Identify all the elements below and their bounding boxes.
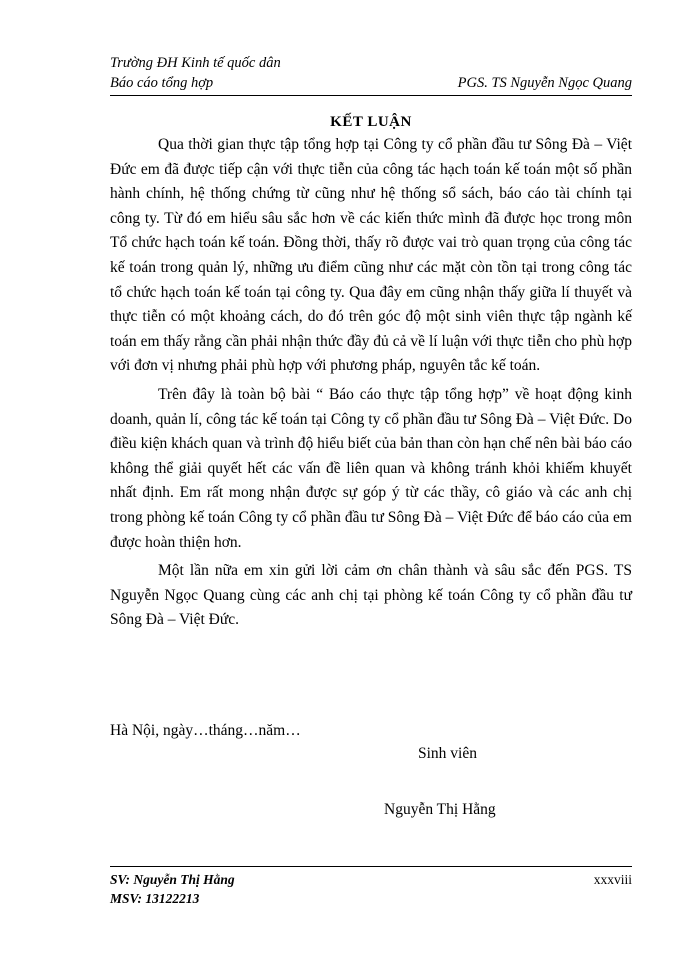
footer-divider (110, 866, 632, 867)
footer-student-name: SV: Nguyễn Thị Hằng (110, 872, 235, 887)
header-report-type: Báo cáo tổng hợp (110, 75, 214, 91)
page-header (110, 53, 632, 93)
section-title: KẾT LUẬN (330, 114, 412, 130)
paragraph: Qua thời gian thực tập tổng hợp tại Công ty cổ phần đầu tư Sông Đà – Việt Đức em đã được tiếp cận với thực tiễn của công tác hạch toán kế toán một số phần hành chính, hệ thống chứng từ cũng như hệ thống sổ sách, báo cáo tài chính tại công ty. Từ đó em hiểu sâu sắc hơn về các kiến thức mình đã được học trong môn Tổ chức hạch toán kế toán. Đồng thời, thấy rõ được vai trò quan trọng của công tác kế toán trong quản lý, những ưu điểm cũng như các mặt còn tồn tại trong công tác tổ chức hạch toán kế toán tại công ty. Qua đây em cũng nhận thấy giữa lí thuyết và thực tiễn có một khoảng cách, do đó trên góc độ một sinh viên thực tập ngành kế toán em thấy rằng cần phải nhận thức đầy đủ cả về lí luận với thực tiễn cho phù hợp với đơn vị nhưng phải phù hợp với phương pháp, nguyên tắc kế toán. (110, 136, 632, 375)
paragraph: Một lần nữa em xin gửi lời cảm ơn chân thành và sâu sắc đến PGS. TS Nguyễn Ngọc Quang cùng các anh chị tại phòng kế toán Công ty cổ phần đầu tư Sông Đà – Việt Đức. (110, 562, 632, 629)
header-university: Trường ĐH Kinh tế quốc dân (110, 55, 281, 71)
footer-student-id: MSV: 13122213 (110, 891, 200, 906)
page-footer (110, 870, 632, 908)
paragraph: Trên đây là toàn bộ bài “ Báo cáo thực tập tổng hợp” về hoạt động kinh doanh, quản lí, công tác kế toán tại Công ty cổ phần đầu tư Sông Đà – Việt Đức. Do điều kiện khách quan và trình độ hiểu biết của bản than còn hạn chế nên bài báo cáo không thể giải quyết hết các vấn đề liên quan và không tránh khỏi khiếm khuyết nhất định. Em rất mong nhận được sự góp ý từ các thầy, cô giáo và các anh chị trong phòng kế toán Công ty cổ phần đầu tư Sông Đà – Việt Đức để báo cáo của em được hoàn thiện hơn. (110, 385, 632, 551)
conclusion-body (110, 133, 632, 637)
signature-name: Nguyễn Thị Hằng (384, 801, 496, 818)
header-divider (110, 95, 632, 96)
page-number: xxxviii (593, 872, 632, 887)
date-line: Hà Nội, ngày…tháng…năm… (110, 722, 301, 739)
header-supervisor: PGS. TS Nguyễn Ngọc Quang (457, 75, 632, 91)
signature-role: Sinh viên (418, 745, 477, 762)
